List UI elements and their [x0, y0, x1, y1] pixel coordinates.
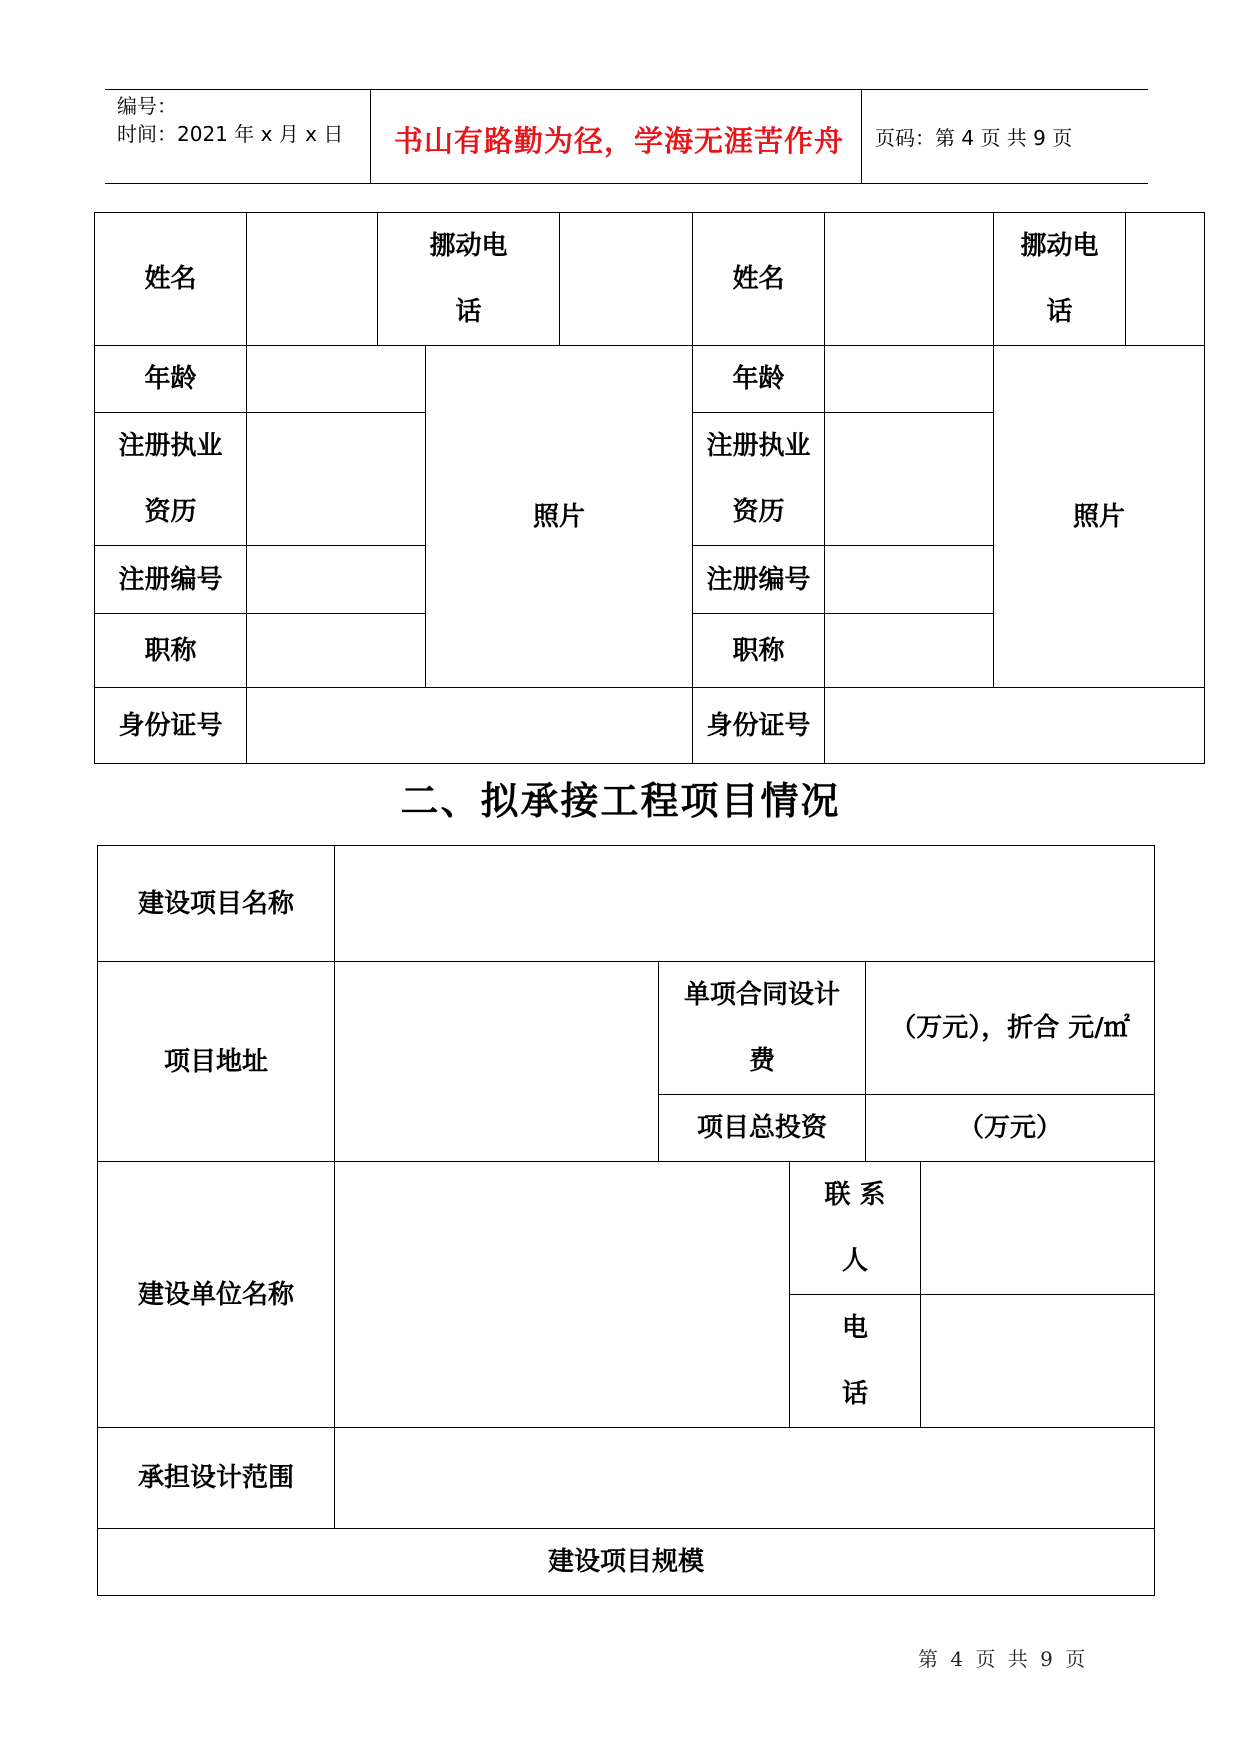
reg-no-value-left[interactable] — [247, 546, 426, 614]
age-value-right[interactable] — [825, 346, 994, 413]
serial-label: 编号： — [117, 94, 177, 118]
photo-left[interactable]: 照片 — [426, 346, 693, 688]
name-value-left[interactable] — [247, 213, 378, 346]
id-value-left[interactable] — [247, 688, 693, 764]
qualification-value-right[interactable] — [825, 413, 994, 546]
contact-value[interactable] — [921, 1162, 1155, 1295]
personnel-table — [94, 212, 1205, 764]
title-label-left: 职称 — [95, 614, 247, 688]
header-top-rule — [105, 89, 1148, 90]
scope-value[interactable] — [335, 1428, 1155, 1529]
scope-label: 承担设计范围 — [98, 1428, 335, 1529]
name-label-right: 姓名 — [693, 213, 825, 346]
unit-name-label: 建设单位名称 — [98, 1162, 335, 1428]
project-table — [97, 845, 1155, 1596]
id-label-left: 身份证号 — [95, 688, 247, 764]
reg-no-label-right: 注册编号 — [693, 546, 825, 614]
age-label-left: 年龄 — [95, 346, 247, 413]
photo-right[interactable]: 照片 — [994, 346, 1205, 688]
name-value-right[interactable] — [825, 213, 994, 346]
qualification-label-left: 注册执业 资历 — [95, 413, 247, 546]
footer-page-number: 第 4 页 共 9 页 — [918, 1647, 1089, 1671]
address-value[interactable] — [335, 962, 659, 1162]
mobile-label-left: 挪动电 话 — [378, 213, 560, 346]
header-divider-right — [861, 89, 862, 183]
title-value-right[interactable] — [825, 614, 994, 688]
mobile-label-right: 挪动电 话 — [994, 213, 1126, 346]
project-name-label: 建设项目名称 — [98, 846, 335, 962]
scale-label: 建设项目规模 — [98, 1529, 1155, 1596]
reg-no-value-right[interactable] — [825, 546, 994, 614]
reg-no-label-left: 注册编号 — [95, 546, 247, 614]
phone-label: 电 话 — [790, 1295, 921, 1428]
total-invest-label: 项目总投资 — [659, 1095, 866, 1162]
id-label-right: 身份证号 — [693, 688, 825, 764]
design-fee-label: 单项合同设计 费 — [659, 962, 866, 1095]
header-bottom-rule — [105, 183, 1148, 184]
title-value-left[interactable] — [247, 614, 426, 688]
mobile-value-left[interactable] — [560, 213, 693, 346]
project-name-value[interactable] — [335, 846, 1155, 962]
address-label: 项目地址 — [98, 962, 335, 1162]
age-value-left[interactable] — [247, 346, 426, 413]
time-label: 时间：2021 年 x 月 x 日 — [117, 122, 344, 146]
unit-name-value[interactable] — [335, 1162, 790, 1428]
design-fee-value[interactable]: （万元），折合 元/㎡ — [866, 962, 1155, 1095]
header-divider-left — [370, 89, 371, 183]
contact-label: 联 系 人 — [790, 1162, 921, 1295]
title-label-right: 职称 — [693, 614, 825, 688]
total-invest-value[interactable]: （万元） — [866, 1095, 1155, 1162]
phone-value[interactable] — [921, 1295, 1155, 1428]
qualification-value-left[interactable] — [247, 413, 426, 546]
id-value-right[interactable] — [825, 688, 1205, 764]
motto: 书山有路勤为径，学海无涯苦作舟 — [394, 124, 845, 158]
page-info: 页码：第 4 页 共 9 页 — [875, 126, 1073, 150]
age-label-right: 年龄 — [693, 346, 825, 413]
section-title: 二、拟承接工程项目情况 — [400, 779, 841, 823]
mobile-value-right[interactable] — [1126, 213, 1205, 346]
qualification-label-right: 注册执业 资历 — [693, 413, 825, 546]
name-label-left: 姓名 — [95, 213, 247, 346]
